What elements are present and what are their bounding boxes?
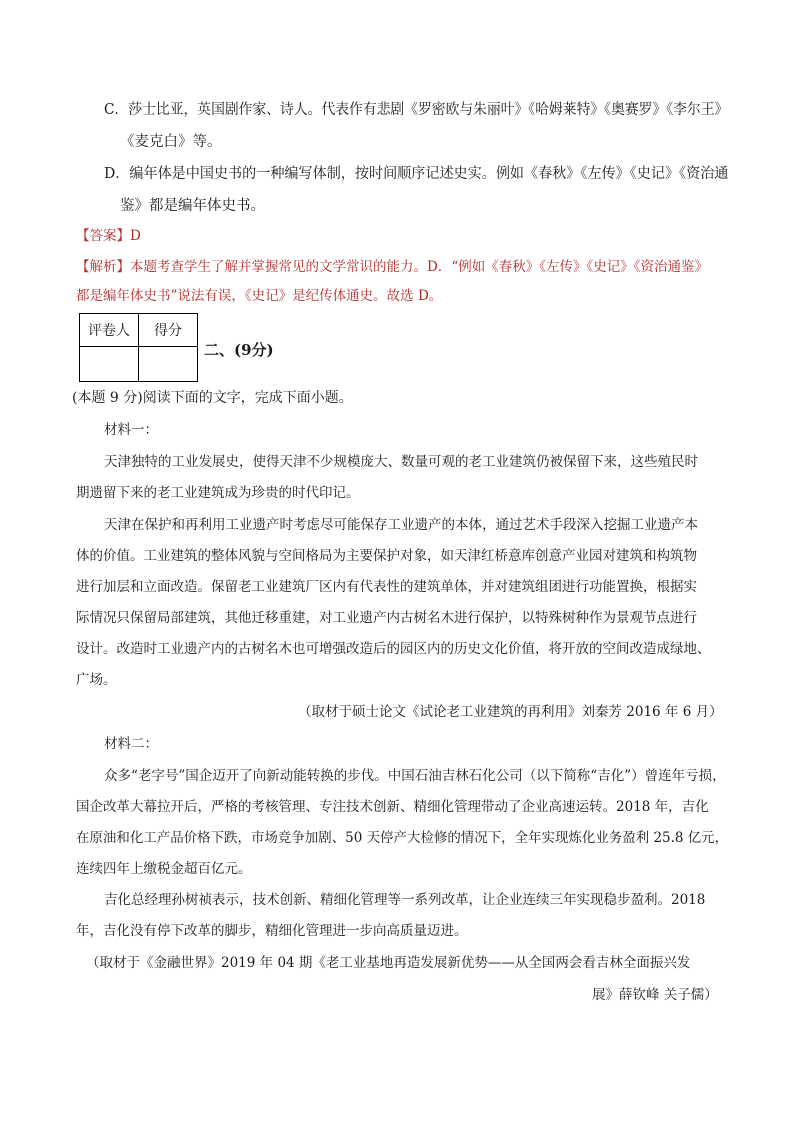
material1-p1-line2: 期遗留下来的老工业建筑成为珍贵的时代印记。 — [76, 485, 360, 501]
section-intro: (本题 9 分)阅读下面的文字，完成下面小题。 — [72, 390, 353, 406]
score-table-grader-header: 评卷人 — [80, 314, 139, 347]
material1-p2-line3: 进行加层和立面改造。保留老工业建筑厂区内有代表性的建筑单体，并对建筑组团进行功能置换，根据实 — [76, 579, 697, 595]
answer-value: D — [130, 228, 141, 244]
analysis-text-line1: 本题考查学生了解并掌握常见的文学常识的能力。D．“例如《春秋》《左传》《史记》《资治通鉴》 — [130, 259, 708, 275]
material1-p2-line1: 天津在保护和再利用工业遗产时考虑尽可能保存工业遗产的本体，通过艺术手段深入挖掘工业遗产本 — [104, 517, 698, 533]
material1-p2-line4: 际情况只保留局部建筑，其他迁移重建，对工业遗产内古树名木进行保护，以特殊树种作为景观节点进行 — [76, 610, 697, 626]
material2-source-line1: （取材于《金融世界》2019 年 04 期《老工业基地再造发展新优势——从全国两会看吉林全面振兴发 — [86, 955, 691, 971]
material2-p1-line2: 国企改革大幕拉开后，严格的考核管理、专注技术创新、精细化管理带动了企业高速运转。2018 年，吉化 — [76, 799, 709, 815]
material1-p2-line2: 体的价值。工业建筑的整体风貌与空间格局为主要保护对象，如天津红桥意库创意产业园对建筑和构筑物 — [76, 548, 697, 564]
option-d-line2: 鉴》都是编年体史书。 — [120, 198, 265, 214]
material1-p1-line1: 天津独特的工业发展史，使得天津不少规模庞大、数量可观的老工业建筑仍被保留下来，这些殖民时 — [104, 454, 698, 470]
score-table — [79, 313, 198, 382]
option-d-line1: D．编年体是中国史书的一种编写体制，按时间顺序记述史实。例如《春秋》《左传》《史记》《资治通 — [104, 166, 729, 182]
material1-p2-line5: 设计。改造时工业遗产内的古树名木也可增强改造后的园区内的历史文化价值，将开放的空间改造成绿地、 — [76, 641, 711, 657]
analysis-line2: 都是编年体史书”说法有误，《史记》是纪传体通史。故选 D。 — [76, 288, 443, 304]
answer-line — [76, 226, 141, 246]
analysis-line1 — [76, 257, 708, 277]
material1-p2-line6: 广场。 — [76, 672, 117, 688]
material2-p1-line4: 连续四年上缴税金超百亿元。 — [76, 861, 252, 877]
section-title: 二、(9分) — [204, 341, 274, 359]
answer-label: 【答案】 — [76, 228, 130, 244]
score-table-score-header: 得分 — [139, 314, 198, 347]
score-table-grader-cell — [80, 347, 139, 382]
material1-label: 材料一： — [104, 422, 158, 438]
material2-p2-line2: 年，吉化没有停下改革的脚步，精细化管理进一步向高质量迈进。 — [76, 923, 468, 939]
material2-p1-line3: 在原油和化工产品价格下跌，市场竞争加剧、50 天停产大检修的情况下，全年实现炼化业务盈利 25.8 亿元， — [76, 830, 729, 846]
material2-source-line2: 展》薛钦峰 关子儒） — [592, 987, 718, 1003]
option-c-line2: 《麦克白》等。 — [120, 134, 222, 150]
analysis-label: 【解析】 — [76, 259, 130, 275]
option-c-line1: C．莎士比亚，英国剧作家、诗人。代表作有悲剧《罗密欧与朱丽叶》《哈姆莱特》《奥赛罗》《李尔王》 — [104, 102, 729, 118]
material1-source: （取材于硕士论文《试论老工业建筑的再利用》刘秦芳 2016 年 6 月） — [298, 704, 723, 720]
material2-label: 材料二： — [104, 736, 158, 752]
material2-p2-line1: 吉化总经理孙树祯表示，技术创新、精细化管理等一系列改革，让企业连续三年实现稳步盈利。2018 — [104, 892, 706, 908]
score-table-score-cell — [139, 347, 198, 382]
material2-p1-line1: 众多“老字号”国企迈开了向新动能转换的步伐。中国石油吉林石化公司（以下简称“吉化”）曾连年亏损， — [104, 768, 726, 784]
